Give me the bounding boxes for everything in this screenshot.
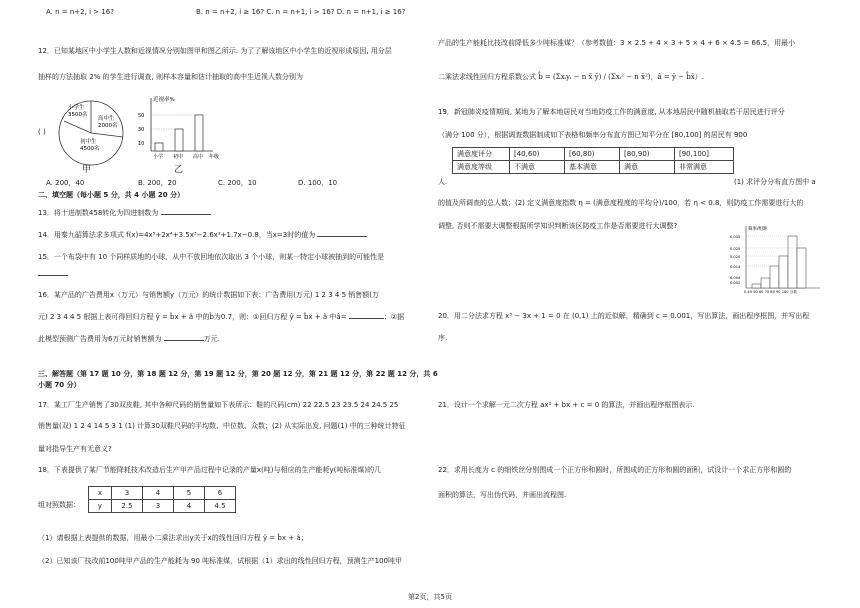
table-cell: 5	[174, 487, 205, 500]
table-cell: [60,80)	[565, 148, 620, 161]
bar-ytick: 30	[138, 127, 145, 133]
q11-options-bcd: B. n = n+2, i ≥ 16? C. n = n+1, i > 16? D. n = n+1, i ≥ 16?	[196, 8, 406, 16]
pie-label-primary: 小学生	[68, 105, 85, 111]
table-row	[89, 487, 236, 500]
pie-value-middle: 4500名	[80, 146, 100, 152]
q18-line2: 组对照数据：	[38, 501, 80, 509]
q12-line1: 12．已知某地区中小学生人数和近视情况分别如图甲和图乙所示. 为了了解该地区中小学生的近视形成原因, 用分层	[38, 47, 392, 55]
hist-ytick: 0.002	[730, 281, 741, 285]
hist-xlabel: 0 40 50 60 70 80 90 100 分数	[744, 290, 797, 294]
hist-bar	[761, 278, 770, 288]
table-cell: y	[89, 500, 112, 513]
hist-ytick: 0.014	[730, 265, 741, 269]
q16-line1: 16．某产品的广告费用x（万元）与销售额y（万元）的统计数据如下表：广告费用(万元) 1 2 3 4 5 销售额(万	[38, 291, 380, 299]
frequency-histogram	[730, 222, 834, 294]
table-cell: 4	[143, 487, 174, 500]
hist-bar	[797, 248, 806, 288]
table-cell: 满意度等级	[453, 161, 510, 174]
hist-ytick: 0.004	[730, 276, 741, 280]
table-cell: [90,100]	[675, 148, 734, 161]
table-cell: 4	[174, 500, 205, 513]
q16-line2: 元) 2 3 4 4 5 根据上表可得回归方程 ŷ = b̂x + â 中的b̂为0.7，则：①回归方程 ŷ = b̂x + â 中â= ；②据	[38, 313, 405, 321]
section-3-heading: 三、解答题（第 17 题 10 分，第 18 题 12 分，第 19 题 12 分，第 20 题 12 分，第 21 题 12 分，第 22 题 12 分，共 6	[38, 370, 438, 378]
answer-blank	[38, 268, 68, 276]
bar-ytick: 10	[138, 141, 145, 147]
hist-ytick: 0.025	[730, 247, 741, 251]
bar-ytick: 50	[138, 113, 145, 119]
table-cell: 3	[143, 500, 174, 513]
q15-blank	[38, 268, 68, 279]
table-cell: 满意	[620, 161, 675, 174]
q22-line2: 面积的算法，写出伪代码，并画出流程图.	[438, 491, 567, 499]
q19-line3: (1) 求评分分布直方图中 a	[734, 178, 816, 186]
table-cell: 3	[112, 487, 143, 500]
table-cell: 基本满意	[565, 161, 620, 174]
answer-blank	[161, 207, 211, 215]
pie-value-primary: 3500名	[68, 112, 88, 118]
q20-line1: 20．用二分法求方程 x³ − 3x + 1 = 0 在 (0,1) 上的近似解，精确到 c = 0.001，写出算法，画出程序框图，并写出程	[438, 312, 810, 320]
q16-line3: 此模型预测广告费用为6万元时销售额为 万元.	[38, 335, 220, 343]
q18-line1: 18．下表提供了某厂节能降耗技术改造后生产甲产品过程中记录的产量x(吨)与相应的生产能耗y(吨标准煤)的几	[38, 466, 382, 474]
table-cell: 不满意	[510, 161, 565, 174]
q17-line3: 量对指导生产有无意义?	[38, 445, 112, 453]
hist-bar	[752, 284, 761, 288]
q21-text: 21．设计一个求解一元二次方程 ax² + bx + c = 0 的算法，并画出程序框图表示.	[438, 401, 695, 409]
q18-part2: （2）已知该厂技改前100吨甲产品的生产能耗为 90 吨标准煤，试根据（1）求出的线性回归方程，预测生产100吨甲	[38, 557, 402, 565]
pie-label-middle: 初中生	[80, 139, 97, 145]
bar-middle	[175, 129, 183, 151]
pie-value-high: 2000名	[98, 123, 118, 129]
table-cell: 非常满意	[675, 161, 734, 174]
q17-line1: 17．某工厂生产销售了30双皮鞋, 其中各种尺码的销售量如下表所示：鞋的尺码(cm) 22 22.5 23 23.5 24 24.5 25	[38, 401, 399, 409]
q12-option-a: A. 200，40	[46, 179, 85, 187]
hist-ylabel: 频率/组距	[748, 227, 768, 232]
pie-label-high: 高中生	[98, 116, 115, 122]
bar-ylabel: 近视率%	[153, 97, 175, 103]
bar-high	[195, 115, 203, 151]
table-cell: 2.5	[112, 500, 143, 513]
hist-bar	[770, 266, 779, 288]
section-2-heading: 二、填空题（每小题 5 分，共 4 小题 20 分）	[38, 191, 185, 199]
bar-caption: 乙	[174, 165, 184, 175]
bar-cat: 高中	[193, 154, 204, 160]
bar-cat: 初中	[173, 154, 184, 160]
q18-continued-line2: 二乘法求线性回归方程系数公式 b̂ = (Σxᵢyᵢ − n x̄ ȳ) / (Σxᵢ² − n x̄²)，â = ȳ − b̂x̄）.	[438, 73, 704, 81]
q12-option-d: D. 100，10	[298, 179, 338, 187]
table-row	[89, 500, 236, 513]
hist-bar	[788, 236, 797, 288]
q19-person-unit: 人.	[438, 178, 448, 186]
page-footer: 第2页，共5页	[408, 593, 452, 601]
section-3-heading-cont: 小题 70 分）	[38, 381, 81, 389]
q12-option-c: C. 200，10	[218, 179, 257, 187]
table-cell: x	[89, 487, 112, 500]
q13-text: 13．将十进制数458转化为四进制数为	[38, 207, 211, 218]
bar-cat: 小学	[153, 154, 164, 160]
bar-primary	[155, 143, 163, 151]
q17-line2: 销售量(双) 1 2 4 14 5 3 1 (1) 计算30双鞋尺码的平均数、中位数、众数；(2) 从实际出发, 问题(1) 中的三种统计特征	[38, 422, 406, 430]
table-cell: [40,60)	[510, 148, 565, 161]
q20-line2: 序.	[438, 334, 448, 342]
q19-line5: 调整, 否则不需要大调整根据所学知识判断该区防疫工作是否需要进行大调整?	[438, 222, 678, 230]
q14-text: 14．用秦九韶算法求多项式 f(x)=4x⁵+2x⁴+3.5x³−2.6x²+1.7x−0.8，当x=3时的值为	[38, 229, 367, 240]
table-row	[453, 161, 734, 174]
q18-continued-line1: 产品的生产能耗比技改前降低多少吨标准煤？（参考数值：3 × 2.5 + 4 × 3 + 5 × 4 + 6 × 4.5 = 66.5，用最小	[438, 39, 796, 47]
q12-paren: ( )	[38, 128, 46, 136]
q18-data-table	[88, 486, 236, 513]
q19-line2: （满分 100 分），根据调查数据制成如下表格和频率分布直方图已知平分在 [80,100] 的居民有 900	[438, 131, 748, 139]
q12-line2: 抽样的方法抽取 2% 的学生进行调查, 则样本容量和估计抽取的高中生近视人数分别为	[38, 73, 304, 81]
hist-bar	[779, 256, 788, 288]
hist-ytick: 0.020	[730, 255, 741, 259]
table-cell: 满意度评分	[453, 148, 510, 161]
answer-blank	[317, 229, 367, 237]
q12-option-b: B. 200，20	[138, 179, 177, 187]
hist-ytick: 0.035	[730, 235, 741, 239]
table-row	[453, 148, 734, 161]
answer-blank	[349, 311, 384, 319]
q19-line4: 的值及所调查的总人数；(2) 定义满意度指数 η = (满意度程度的平均分)/100，若 η < 0.8，则防疫工作需要进行大的	[438, 199, 804, 207]
pie-caption: 甲	[82, 165, 92, 175]
q18-part1: （1）请根据上表提供的数据，用最小二乘法求出y关于x的线性回归方程 ŷ = b̂x + â；	[38, 534, 308, 542]
bar-cat: 年级	[209, 154, 220, 160]
bar-chart-yi	[133, 93, 233, 163]
q19-line1: 19．新冠肺炎疫情期间, 某地为了解本地居民对当地防疫工作的满意度, 从本地居民中随机抽取若干居民进行评分	[438, 108, 785, 116]
table-cell: [80,90)	[620, 148, 675, 161]
table-cell: 6	[205, 487, 236, 500]
q11-option-a: A. n = n+2, i > 16?	[46, 8, 114, 16]
table-cell: 4.5	[205, 500, 236, 513]
q19-satisfaction-table	[452, 147, 734, 174]
q15-text: 15．一个布袋中有 10 个同样质地的小球，从中不放回地依次取出 3 个小球，则某一特定小球被抽到的可能性是	[38, 253, 385, 261]
answer-blank	[164, 333, 204, 341]
q22-line1: 22．求用长度为 c 的细铁丝分别围成一个正方形和圆时，所围成的正方形和圆的面积，试设计一个求正方形和圆的	[438, 466, 792, 474]
